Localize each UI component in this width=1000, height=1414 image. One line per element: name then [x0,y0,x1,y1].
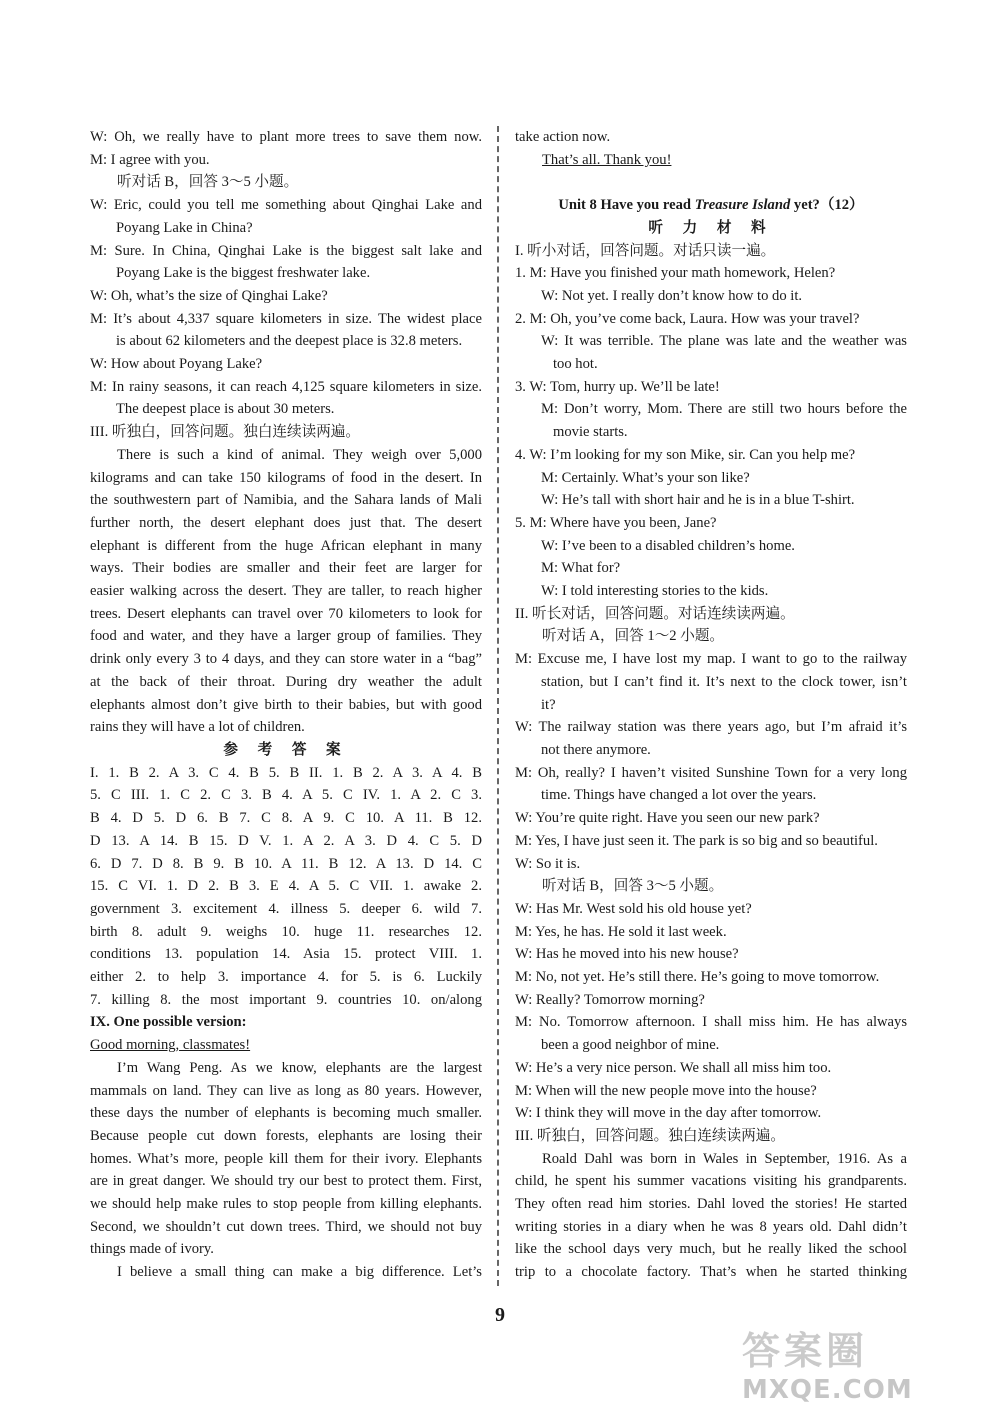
right-text-line: M: Yes, he has. He sold it last week. [515,923,727,940]
left-text-line: conditions 13. population 14. Asia 15. protect VIII. 1. [90,946,482,963]
right-text-line: M: No. Tomorrow afternoon. I shall miss him. He has always [515,1014,907,1031]
left-text-line: birth 8. adult 9. weighs 10. huge 11. researches 12. [90,923,482,940]
left-text-line: There is such a kind of animal. They weigh over 5,000 [117,446,482,463]
right-text-line: 2. M: Oh, you’ve come back, Laura. How was your travel? [515,310,860,327]
left-text-line: trees. Desert elephants can travel over 70 kilometers to look for [90,605,482,622]
left-text-line: ways. Their bodies are smaller and their feet are larger for [90,560,482,577]
left-text-line: Poyang Lake is the biggest freshwater lake. [116,265,371,282]
right-text-line: W: Has Mr. West sold his old house yet? [515,900,752,917]
right-text-line: I. 听小对话，回答问题。对话只读一遍。 [515,242,776,259]
right-text-line: W: I told interesting stories to the kids. [541,583,769,600]
right-text-line: That’s all. Thank you! [542,151,672,168]
right-text-line: 听 力 材 料 [648,219,774,236]
left-text-line: elephants almost don’t give birth to their babies, but with good [90,696,482,713]
right-text-line: M: Certainly. What’s your son like? [541,469,750,486]
right-text-line: II. 听长对话，回答问题。对话连续读两遍。 [515,605,795,622]
right-text-line: W: The railway station was there years ago, but I’m afraid it’s [515,719,907,736]
right-text-line: child, he spent his summer vacations visiting his grandparents. [515,1173,907,1190]
right-text-line: W: Not yet. I really don’t know how to do it. [541,287,803,304]
left-text-line: Good morning, classmates! [90,1037,251,1054]
left-text-line: homes. What’s more, people kill them for their ivory. Elephants [90,1150,482,1167]
left-text-line: Second, we shouldn’t cut down trees. Third, we should not buy [90,1218,482,1235]
left-text-line: M: Sure. In China, Qinghai Lake is the biggest salt lake and [90,242,482,259]
right-text-line: M: Yes, I have just seen it. The park is so big and so beautiful. [515,832,878,849]
right-text-line: time. Things have changed a lot over the years. [541,787,817,804]
right-text-line: W: Really? Tomorrow morning? [515,991,705,1008]
right-text-line: 听对话 A，回答 1～2 小题。 [542,628,725,645]
right-text-line: M: Oh, really? I haven’t visited Sunshine Town for a very long [515,764,907,781]
right-text-line: movie starts. [553,424,628,441]
right-text-line: W: He’s a very nice person. We shall all miss him too. [515,1059,832,1076]
right-column [515,126,907,1284]
left-text-line: 7. killing 8. the most important 9. countries 10. on/along [90,991,482,1008]
right-text-line: 4. W: I’m looking for my son Mike, sir. Can you help me? [515,446,856,463]
right-text-line: They often read him stories. Dahl loved the stories! He started [515,1196,907,1213]
left-text-line: B 4. D 5. D 6. B 7. C 8. A 9. C 10. A 11. B 12. [90,810,482,827]
left-text-line: The deepest place is about 30 meters. [116,401,335,418]
left-text-line: the southwestern part of Namibia, and the Sahara lands of Mali [90,492,482,509]
left-text-line: W: Oh, we really have to plant more trees to save them now. [90,129,482,145]
right-text-line [515,171,907,194]
left-text-line: Because people cut down forests, elephants are losing their [90,1127,482,1144]
left-text-line: 参 考 答 案 [223,741,349,758]
right-text-line: it? [541,696,556,713]
left-text-line: at the back of their throat. During dry weather the adult [90,673,482,690]
right-text-line: been a good neighbor of mine. [541,1037,720,1054]
left-text-line: D 13. A 14. B 15. D V. 1. A 2. A 3. D 4. C 5. D [90,832,482,849]
left-text-line: is about 62 kilometers and the deepest place is 32.8 meters. [116,333,463,350]
left-text-line: easier walking across the desert. They are taller, to reach higher [90,583,482,600]
left-text-line: mammals on land. They can live as long as 80 years. However, [90,1082,482,1099]
column-divider [497,126,499,1286]
watermark-url: MXQE.COM [742,1375,913,1405]
right-text-line: writing stories in a diary when he was 8 years old. Dahl didn’t [515,1218,907,1235]
right-text-line: 听对话 B，回答 3～5 小题。 [542,878,724,895]
left-text-line: 15. C VI. 1. D 2. B 3. E 4. A 5. C VII. 1. awake 2. [90,878,482,895]
left-text-line: W: Oh, what’s the size of Qinghai Lake? [90,287,328,304]
right-text-line: M: What for? [541,560,621,577]
left-text-line: IX. One possible version: [90,1014,247,1031]
left-text-line: Poyang Lake in China? [116,219,253,236]
left-text-line: 5. C III. 1. C 2. C 3. B 4. A 5. C IV. 1. A 2. C 3. [90,787,482,804]
left-text-line: 6. D 7. D 8. B 9. B 10. A 11. B 12. A 13. D 14. C [90,855,482,872]
left-text-line: drink only every 3 to 4 days, and they can store water in a “bag” [90,651,482,668]
page-number: 9 [495,1304,505,1326]
right-text-line: like the school days very much, but he really liked the school [515,1241,907,1258]
left-text-line: elephant is different from the huge African elephant in many [90,537,482,554]
right-text-line: 3. W: Tom, hurry up. We’ll be late! [515,378,720,395]
left-text-line: W: Eric, could you tell me something about Qinghai Lake and [90,197,482,214]
left-text-line: M: I agree with you. [90,151,210,168]
left-text-line: kilograms and can take 150 kilograms of food in the desert. In [90,469,482,486]
left-text-line: things made of ivory. [90,1241,214,1258]
left-text-line: M: It’s about 4,337 square kilometers in size. The widest place [90,310,482,327]
right-text-line: W: It was terrible. The plane was late and the weather was [541,333,907,350]
left-column [90,126,482,1284]
left-text-line: government 3. excitement 4. illness 5. deeper 6. wild 7. [90,900,482,917]
left-text-line: further north, the desert elephant does just that. The desert [90,514,482,531]
right-text-line: M: When will the new people move into the house? [515,1082,817,1099]
right-text-line: trip to a chocolate factory. That’s when he started thinking [515,1264,907,1281]
left-text-line: M: In rainy seasons, it can reach 4,125 square kilometers in size. [90,378,482,395]
right-text-line: Roald Dahl was born in Wales in September, 1916. As a [542,1150,907,1167]
right-text-line: 1. M: Have you finished your math homework, Helen? [515,265,836,282]
right-text-line: W: You’re quite right. Have you seen our new park? [515,810,820,827]
left-text-line: rains they will have a lot of children. [90,719,305,736]
left-text-line: food and water, and they have a larger group of families. They [90,628,482,645]
left-text-line: we should help make rules to stop people from killing elephants. [90,1196,482,1213]
right-text-line: M: Excuse me, I have lost my map. I want to go to the railway [515,651,907,668]
right-text-line: Unit 8 Have you read Treasure Island yet?（12） [558,197,864,214]
left-text-line: I believe a small thing can make a big difference. Let’s [117,1264,482,1281]
left-text-line: W: How about Poyang Lake? [90,356,263,373]
watermark-logo [742,1320,982,1408]
right-text-line: station, but I can’t find it. It’s next to the clock tower, isn’t [541,673,907,690]
right-text-line: W: So it is. [515,855,581,872]
left-text-line: these days the number of elephants is becoming much smaller. [90,1105,482,1122]
left-text-line: I’m Wang Peng. As we know, elephants are the largest [117,1059,482,1076]
right-text-line: W: I’ve been to a disabled children’s home. [541,537,795,554]
right-text-line: too hot. [553,356,598,373]
right-text-line: M: No, not yet. He’s still there. He’s going to move tomorrow. [515,969,880,986]
watermark-logo-text: 答案圈 [742,1329,869,1373]
left-text-line: are in great danger. We should try our best to protect them. First, [90,1173,482,1190]
left-text-line: III. 听独白，回答问题。独白连续读两遍。 [90,424,360,441]
right-text-line: M: Don’t worry, Mom. There are still two hours before the [541,401,907,418]
right-text-line: take action now. [515,129,611,145]
right-text-line: W: I think they will move in the day after tomorrow. [515,1105,822,1122]
left-text-line: 听对话 B，回答 3～5 小题。 [117,174,299,191]
right-text-line: 5. M: Where have you been, Jane? [515,514,717,531]
right-text-line: III. 听独白，回答问题。独白连续读两遍。 [515,1127,785,1144]
right-text-line: W: He’s tall with short hair and he is in a blue T-shirt. [541,492,855,509]
right-text-line: not there anymore. [541,741,651,758]
right-text-line: W: Has he moved into his new house? [515,946,739,963]
left-text-line: I. 1. B 2. A 3. C 4. B 5. B II. 1. B 2. A 3. A 4. B [90,764,482,781]
left-text-line: either 2. to help 3. importance 4. for 5. is 6. Luckily [90,969,482,986]
